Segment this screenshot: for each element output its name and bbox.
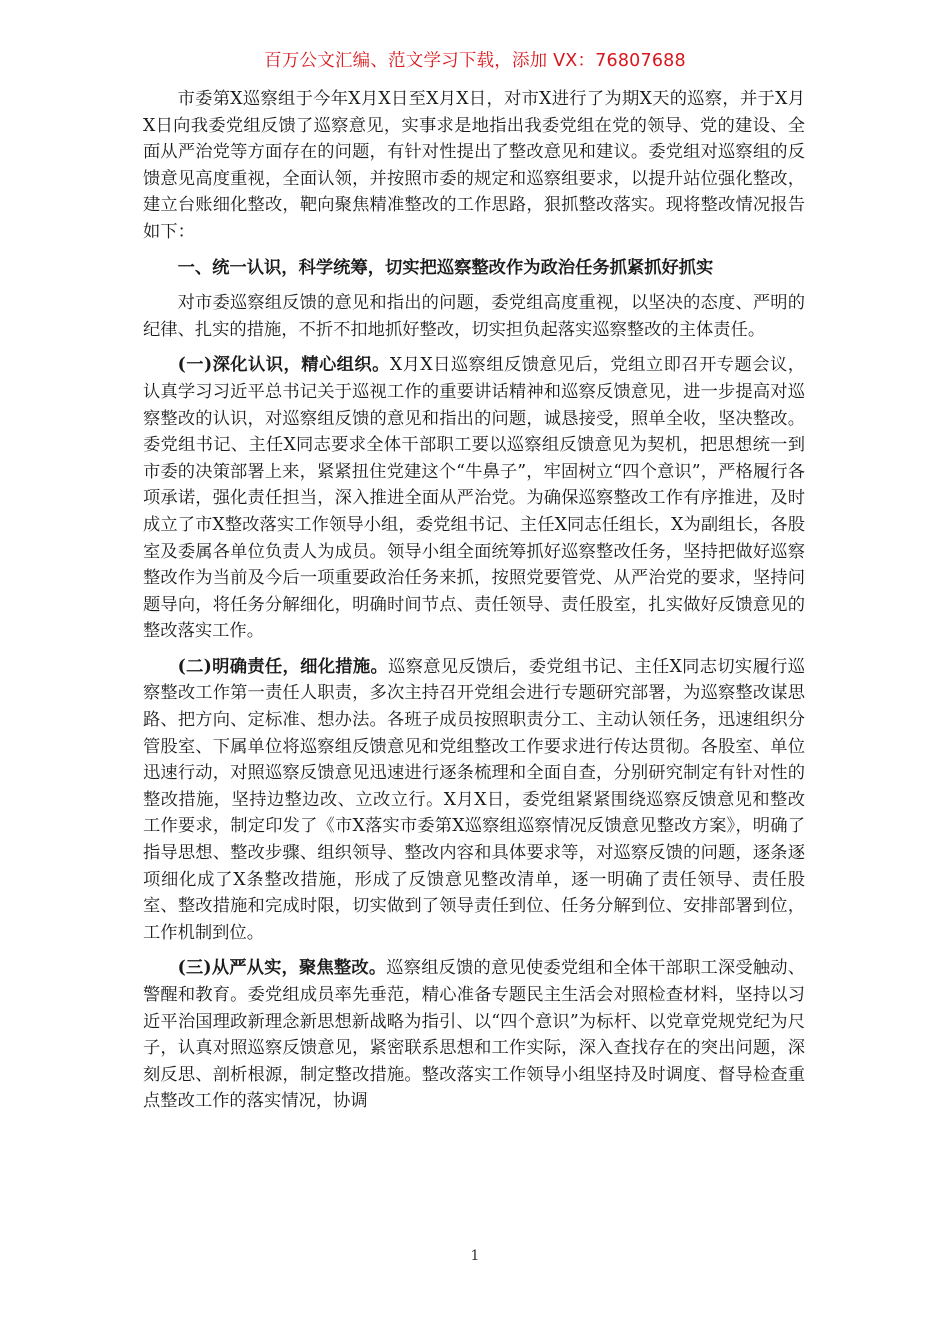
subsection-3-text: 巡察组反馈的意见使委党组和全体干部职工深受触动、警醒和教育。委党组成员率先垂范，精心准备专题民主生活会对照检查材料，坚持以习近平治国理政新理念新思想新战略为指引、以“四个意识”为标杆、以党章党规党纪为尺子，认真对照巡察反馈意见，紧密联系思想和工作实际，深入查找存在的突出问题，深刻反思、剖析根源，制定整改措施。整改落实工作领导小组坚持及时调度、督导检查重点整改工作的落实情况，协调	[143, 958, 805, 1112]
page-number: 1	[470, 1248, 480, 1264]
section-heading: 一、统一认识，科学统筹，切实把巡察整改作为政治任务抓紧抓好抓实	[177, 257, 714, 278]
subsection-2-text: 巡察意见反馈后，委党组书记、主任X同志切实履行巡察整改工作第一责任人职责，多次主持召开党组会进行专题研究部署，为巡察整改谋思路、把方向、定标准、想办法。各班子成员按照职责分工、主动认领任务，迅速组织分管股室、下属单位将巡察组反馈意见和党组整改工作要求进行传达贯彻。各股室、单位迅速行动，对照巡察反馈意见迅速进行逐条梳理和全面自查，分别研究制定有针对性的整改措施，坚持边整边改、立改立行。X月X日，委党组紧紧围绕巡察反馈意见和整改工作要求，制定印发了《市X落实市委第X巡察组巡察情况反馈意见整改方案》，明确了指导思想、整改步骤、组织领导、整改内容和具体要求等，对巡察反馈的问题，逐条逐项细化成了X条整改措施，形成了反馈意见整改清单，逐一明确了责任领导、责任股室、整改措施和完成时限，切实做到了领导责任到位、任务分解到位、安排部署到位，工作机制到位。	[143, 656, 805, 943]
header-banner: 百万公文汇编、范文学习下载，添加 VX：76807688	[264, 51, 686, 71]
subsection-3-lead: (三)从严从实，聚焦整改。	[177, 958, 387, 979]
subsection-3-paragraph	[143, 955, 805, 1115]
subsection-1-paragraph	[143, 352, 805, 645]
subsection-2-lead: (二)明确责任，细化措施。	[177, 656, 389, 677]
subsection-1-lead: (一)深化认识，精心组织。	[177, 355, 390, 376]
subsection-1-text: X月X日巡察组反馈意见后，党组立即召开专题会议，认真学习习近平总书记关于巡视工作的重要讲话精神和巡察反馈意见，进一步提高对巡察整改的认识，对巡察组反馈的意见和指出的问题，诚恳接受，照单全收，坚决整改。委党组书记、主任X同志要求全体干部职工要以巡察组反馈意见为契机，把思想统一到市委的决策部署上来，紧紧扭住党建这个“牛鼻子”，牢固树立“四个意识”，严格履行各项承诺，强化责任担当，深入推进全面从严治党。为确保巡察整改工作有序推进，及时成立了市X整改落实工作领导小组，委党组书记、主任X同志任组长，X为副组长，各股室及委属各单位负责人为成员。领导小组全面统筹抓好巡察整改任务，坚持把做好巡察整改作为当前及今后一项重要政治任务来抓，按照党要管党、从严治党的要求，坚持问题导向，将任务分解细化，明确时间节点、责任领导、责任股室，扎实做好反馈意见的整改落实工作。	[143, 355, 806, 642]
document-body	[143, 86, 805, 1115]
section-intro-paragraph: 对市委巡察组反馈的意见和指出的问题，委党组高度重视，以坚决的态度、严明的纪律、扎实的措施，不折不扣地抓好整改，切实担负起落实巡察整改的主体责任。	[143, 293, 805, 340]
subsection-2-paragraph	[143, 654, 805, 947]
intro-paragraph: 市委第X巡察组于今年X月X日至X月X日，对市X进行了为期X天的巡察，并于X月X日向我委党组反馈了巡察意见，实事求是地指出我委党组在党的领导、党的建设、全面从严治党等方面存在的问题，有针对性提出了整改意见和建议。委党组对巡察组的反馈意见高度重视，全面认领，并按照市委的规定和巡察组要求，以提升站位强化整改，建立台账细化整改，靶向聚焦精准整改的工作思路，狠抓整改落实。现将整改情况报告如下：	[143, 89, 805, 242]
